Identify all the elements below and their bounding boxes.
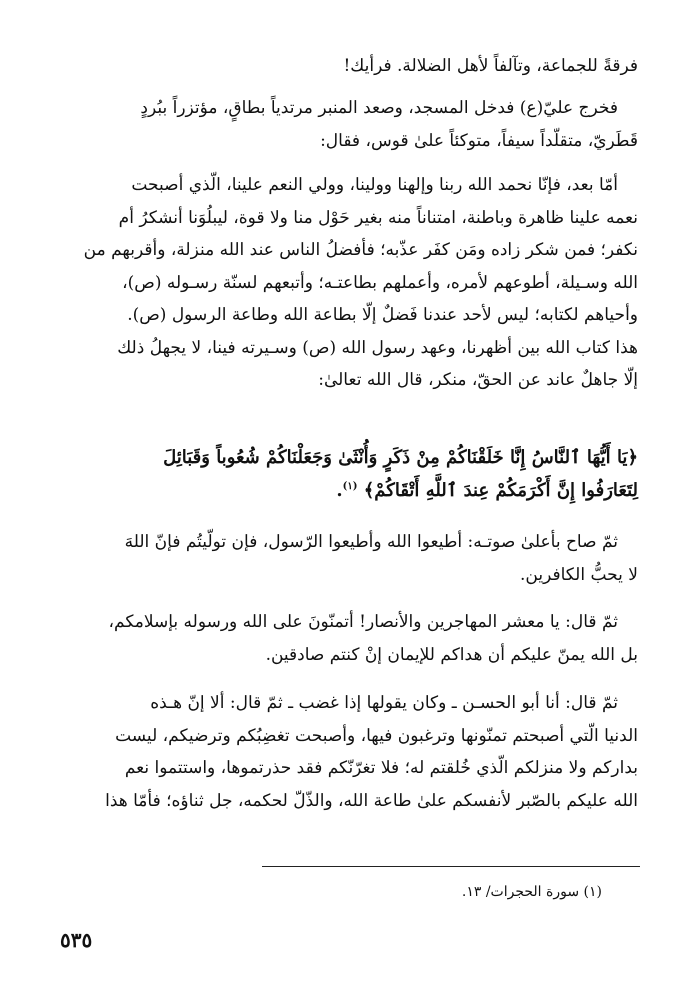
footnote: (١) سورة الحجرات/ ١٣. bbox=[461, 884, 602, 900]
paragraph-5 bbox=[58, 606, 638, 671]
text-line: فرقةً للجماعة، وتآلفاً لأهل الضلالة. فرأيك! bbox=[343, 56, 638, 76]
quran-verse bbox=[58, 442, 638, 507]
paragraph-3 bbox=[58, 169, 638, 397]
text-line: نكفر؛ فمن شكر زاده ومَن كفَر عذّبه؛ فأفضلُ الناس عند الله منزلة، وأقربهم من bbox=[83, 240, 638, 260]
text-line: فخرج عليّ(ع) فدخل المسجد، وصعد المنبر مرتدياً بطاقٍ، مؤتزراً ببُردٍ bbox=[140, 98, 618, 118]
text-line: إلّا جاهلٌ عاند عن الحقّ، منكر، قال الله تعالىٰ: bbox=[318, 370, 638, 390]
paragraph-2 bbox=[58, 92, 638, 157]
verse-line: ﴿يَا أَيُّهَا ٱلنَّاسُ إِنَّا خَلَقْنَاكُمْ مِنْ ذَكَرٍ وَأُنْثَىٰ وَجَعَلْنَاكُمْ شُعُوباً وَقَبَائِلَ bbox=[163, 447, 638, 468]
text-line: الله وسـيلة، أطوعهم لأمره، وأعملهم بطاعتـه؛ وأتبعهم لسنّة رسـوله (ص)، bbox=[122, 272, 638, 293]
text-line: الله عليكم بالصّبر لأنفسكم علىٰ طاعة الله، والذّلّ لحكمه، جل ثناؤه؛ فأمّا هذا bbox=[105, 790, 638, 811]
verse-line: لِتَعَارَفُوا إِنَّ أَكْرَمَكُمْ عِندَ ٱللَّهِ أَتْقَاكُمْ﴾ $^{(١)}$. bbox=[336, 479, 638, 501]
footnote-divider bbox=[262, 866, 640, 867]
text-line: ثمّ صاح بأعلىٰ صوتـه: أطيعوا الله وأطيعوا الرّسول، فإن تولّيتُم فإنّ اللهَ bbox=[124, 532, 618, 552]
paragraph-4 bbox=[58, 526, 638, 591]
paragraph-1 bbox=[58, 50, 638, 83]
page-number: ٥٣٥ bbox=[60, 928, 93, 952]
text-line: بداركم ولا منزلكم الّذي خُلقتم له؛ فلا تغرّنّكم فقد حذرتموها، واستتموا نعم bbox=[124, 758, 638, 778]
text-line: هذا كتاب الله بين أظهرنا، وعهد رسول الله (ص) وسـيرته فينا، لا يجهلُ ذلك bbox=[117, 337, 638, 358]
text-line: نعمه علينا ظاهرة وباطنة، امتناناً منه بغير حَوْل منا ولا قوة، ليبلُوَنا أنشكرُ أم bbox=[118, 207, 638, 228]
text-line: أمّا بعد، فإنّا نحمد الله ربنا وإلهنا وولينا، وولي النعم علينا، الّذي أصبحت bbox=[131, 175, 618, 195]
text-line: بل الله يمنّ عليكم أن هداكم للإيمان إنْ كنتم صادقين. bbox=[265, 644, 638, 665]
text-line: الدنيا الّتي أصبحتم تمنّونها وترغبون فيها، وأصبحت تغضِبُكم وترضيكم، ليست bbox=[115, 725, 638, 746]
text-line: قَطَريّ، متقلّداً سيفاً، متوكئاً علىٰ قوس، فقال: bbox=[320, 130, 638, 151]
text-line: وأحياهم لكتابه؛ ليس لأحد عندنا فَضلٌ إلّا بطاعة الله وطاعة الرسول (ص). bbox=[127, 305, 638, 325]
text-line: ثمّ قال: أنا أبو الحسـن ـ وكان يقولها إذا غضب ـ ثمّ قال: ألا إنّ هـذه bbox=[150, 693, 618, 713]
footnote-reference: (١) bbox=[342, 480, 358, 492]
paragraph-6 bbox=[58, 687, 638, 817]
text-line: ثمّ قال: يا معشر المهاجرين والأنصار! أتمنّونَ على الله ورسوله بإسلامكم، bbox=[108, 612, 618, 632]
text-line: لا يحبُّ الكافرين. bbox=[520, 564, 638, 585]
verse-line-end: لِتَعَارَفُوا إِنَّ أَكْرَمَكُمْ عِندَ ٱللَّهِ أَتْقَاكُمْ﴾ bbox=[363, 479, 638, 501]
